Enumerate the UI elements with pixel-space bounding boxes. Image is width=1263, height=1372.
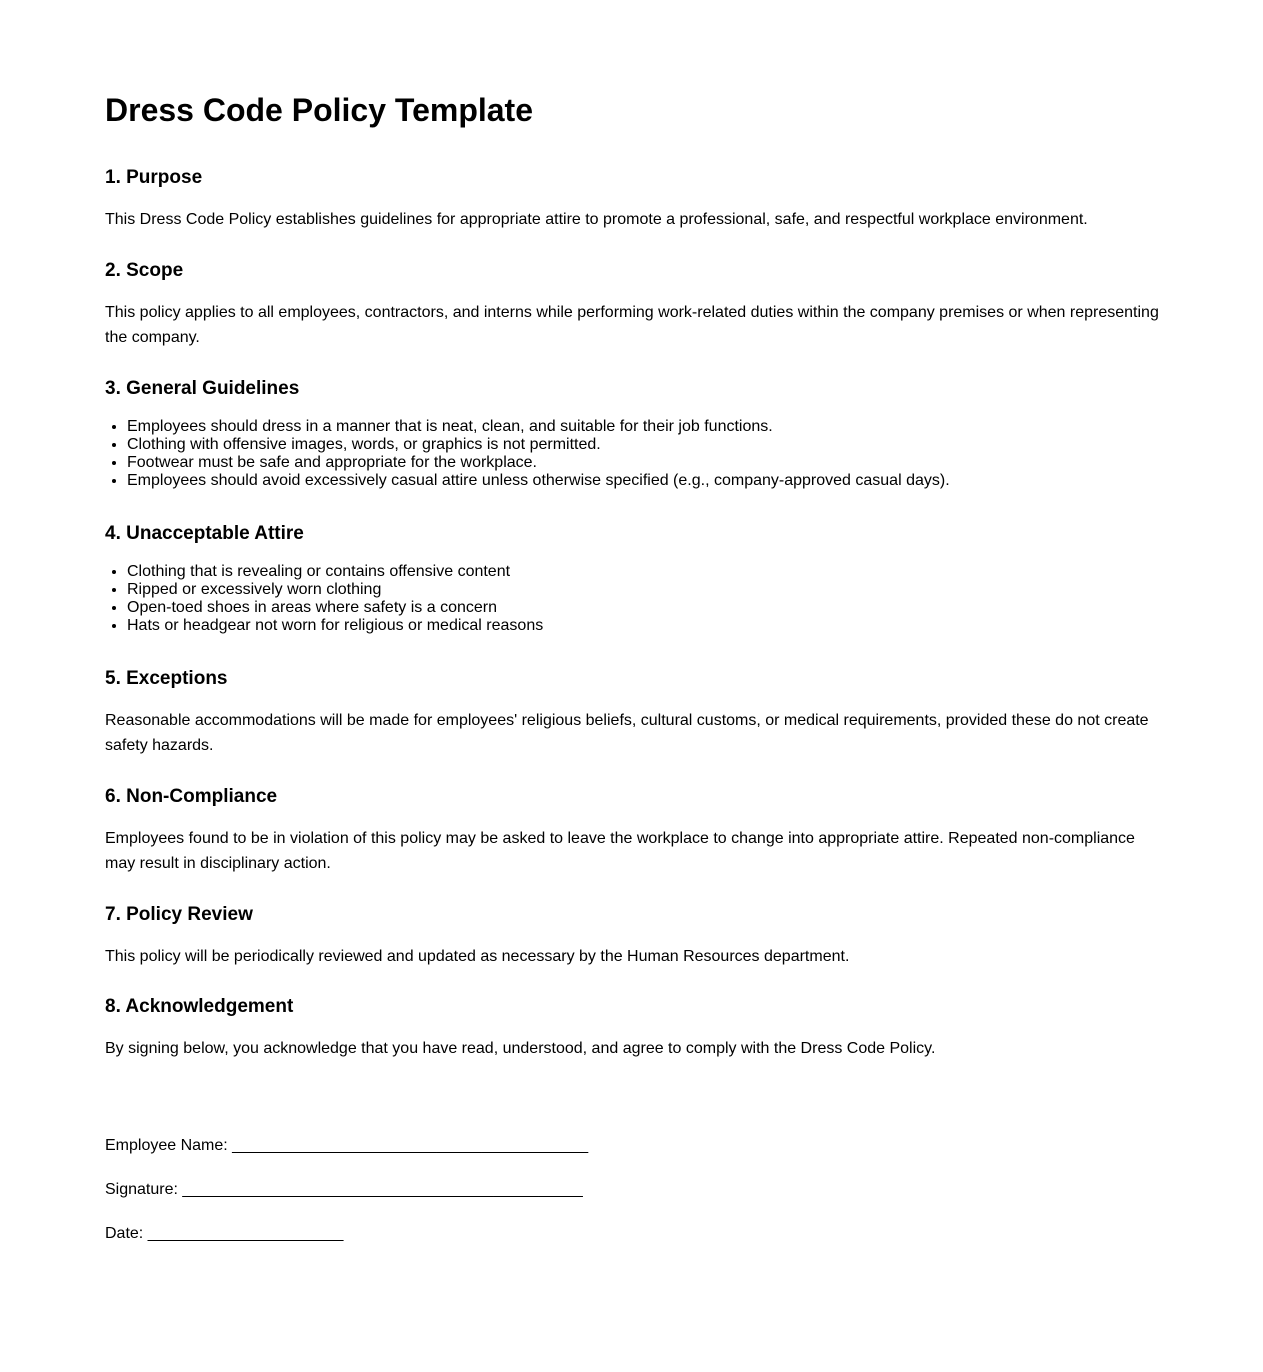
- section-heading: 5. Exceptions: [105, 667, 228, 689]
- section-scope: [105, 259, 1160, 351]
- section-non-compliance: [105, 785, 1160, 877]
- section-heading: 3. General Guidelines: [105, 377, 300, 399]
- employee-name-field[interactable]: Employee Name: ________________________________________: [105, 1136, 589, 1154]
- section-heading: 6. Non-Compliance: [105, 785, 278, 807]
- signature-field[interactable]: Signature: _____________________________________________: [105, 1180, 583, 1198]
- list-item: • Ripped or excessively worn clothing: [127, 581, 1160, 599]
- list-item: • Hats or headgear not worn for religious or medical reasons: [127, 617, 1160, 635]
- section-text: Reasonable accommodations will be made for employees' religious beliefs, cultural customs, or medical requirements, provided these do not create safety hazards.: [105, 711, 1149, 754]
- list-item: • Open-toed shoes in areas where safety is a concern: [127, 599, 1160, 617]
- page-title: Dress Code Policy Template: [105, 92, 533, 128]
- section-text: By signing below, you acknowledge that you have read, understood, and agree to comply with the Dress Code Policy.: [105, 1040, 936, 1057]
- list-item: • Clothing with offensive images, words, or graphics is not permitted.: [127, 436, 1160, 454]
- section-text: This policy will be periodically reviewed and updated as necessary by the Human Resources department.: [105, 947, 850, 965]
- list-item: • Clothing that is revealing or contains offensive content: [127, 563, 1160, 581]
- unacceptable-list: [105, 563, 1160, 635]
- section-text: Employees found to be in violation of this policy may be asked to leave the workplace to change into appropriate attire. Repeated non-compliance may result in disciplinary action.: [105, 829, 1135, 872]
- section-policy-review: [105, 903, 1160, 970]
- guidelines-list: [105, 418, 1160, 490]
- signature-block: [105, 1136, 1160, 1244]
- date-field[interactable]: Date: ______________________: [105, 1224, 344, 1242]
- list-item: • Employees should dress in a manner that is neat, clean, and suitable for their job functions.: [127, 418, 1160, 436]
- list-item: • Footwear must be safe and appropriate for the workplace.: [127, 454, 1160, 472]
- section-acknowledgement: [105, 995, 1160, 1062]
- section-heading: 2. Scope: [105, 259, 184, 281]
- section-unacceptable-attire: [105, 522, 1160, 635]
- section-general-guidelines: [105, 377, 1160, 490]
- section-exceptions: [105, 667, 1160, 759]
- section-heading: 1. Purpose: [105, 167, 203, 188]
- section-text: This policy applies to all employees, contractors, and interns while performing work-related duties within the company premises or when representing the company.: [105, 303, 1159, 346]
- section-text: This Dress Code Policy establishes guidelines for appropriate attire to promote a professional, safe, and respectful workplace environment.: [105, 211, 1088, 228]
- section-purpose: [105, 166, 1160, 233]
- section-heading: 8. Acknowledgement: [105, 996, 294, 1017]
- section-heading: 4. Unacceptable Attire: [105, 522, 304, 544]
- list-item: • Employees should avoid excessively casual attire unless otherwise specified (e.g., company-approved casual days).: [127, 472, 1160, 490]
- section-heading: 7. Policy Review: [105, 903, 253, 925]
